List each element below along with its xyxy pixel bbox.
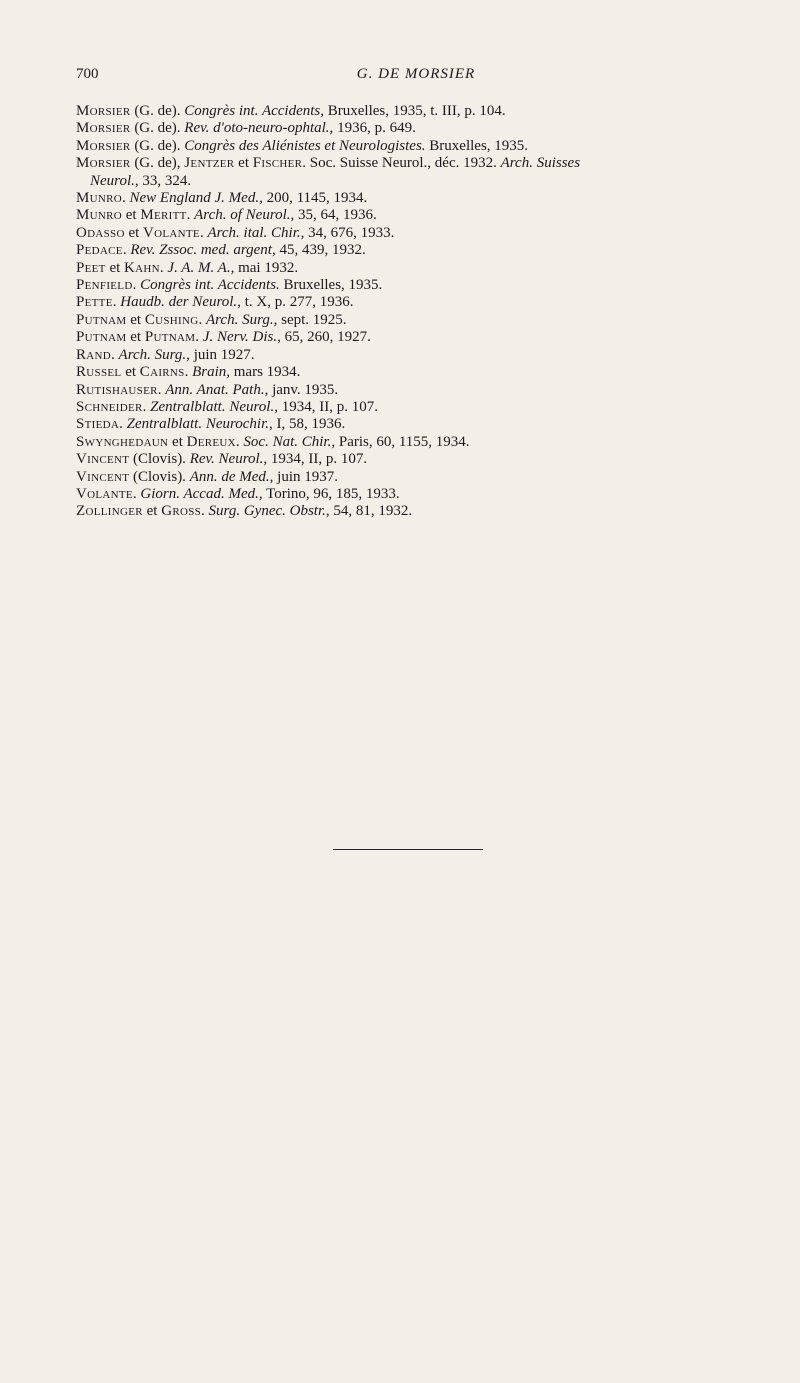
reference-author: Morsier <box>76 120 131 137</box>
reference-text: . <box>184 364 193 381</box>
reference-details: sept. 1925. <box>277 311 347 328</box>
reference-author: Penfield <box>76 277 133 294</box>
reference-details: juin 1927. <box>189 346 255 363</box>
reference-text: (G. de). <box>130 103 185 119</box>
reference-author: Stieda <box>76 416 120 433</box>
reference-details: 65, 260, 1927. <box>280 329 371 346</box>
reference-source: Haudb. der Neurol., <box>120 294 241 311</box>
reference-source: Arch. ital. Chir., <box>207 224 305 241</box>
reference-entry <box>76 242 766 259</box>
reference-author: Kahn <box>124 259 160 276</box>
reference-source: Rev. Neurol., <box>189 451 268 468</box>
reference-details: 45, 439, 1932. <box>275 242 366 259</box>
reference-text: . <box>122 190 130 207</box>
reference-text: et <box>168 433 187 450</box>
reference-source: Congrès des Aliénistes et Neurologistes. <box>184 137 426 154</box>
reference-author: Munro <box>76 190 123 207</box>
reference-author: Jentzer <box>184 155 235 172</box>
reference-entry <box>76 382 766 399</box>
reference-text: et <box>142 503 162 520</box>
reference-entry <box>76 469 766 486</box>
reference-details: 54, 81, 1932. <box>329 503 413 520</box>
reference-details: 34, 676, 1933. <box>304 224 395 241</box>
reference-details: Paris, 60, 1155, 1934. <box>335 433 470 450</box>
reference-entry <box>76 138 766 155</box>
reference-entry <box>76 277 766 294</box>
reference-text: . <box>132 277 141 294</box>
reference-text: (Clovis). <box>129 468 190 485</box>
reference-author: Putnam <box>76 311 127 328</box>
reference-source: Brain, <box>192 364 230 381</box>
reference-source: Rev. d'oto-neuro-ophtal., <box>184 120 334 137</box>
reference-source: Arch. Surg., <box>205 311 278 328</box>
reference-author: Swynghedaun <box>76 433 169 450</box>
reference-text: . <box>235 433 244 450</box>
reference-source: Zentralblatt. Neurochir., <box>126 416 273 433</box>
reference-text: et <box>124 224 144 241</box>
reference-text: et <box>105 259 125 276</box>
reference-author: Volante <box>143 224 200 241</box>
reference-source: J. A. M. A., <box>167 259 235 276</box>
reference-details: Bruxelles, 1935, t. III, p. 104. <box>324 103 506 119</box>
reference-details: 33, 324. <box>138 172 192 189</box>
reference-text: (G. de), <box>130 155 185 172</box>
reference-author: Munro <box>76 207 123 224</box>
reference-source: Giorn. Accad. Med., <box>140 485 263 502</box>
reference-author: Peet <box>76 259 106 276</box>
reference-text: . <box>198 311 206 328</box>
reference-entry <box>76 451 766 468</box>
reference-author: Morsier <box>76 103 131 119</box>
reference-author: Pedace <box>76 242 123 259</box>
reference-author: Morsier <box>76 155 131 172</box>
reference-details: Bruxelles, 1935. <box>425 137 529 154</box>
running-head: G. DE MORSIER <box>356 66 476 82</box>
reference-entry <box>76 155 766 190</box>
reference-source: Neurol., <box>90 172 139 189</box>
reference-details: Bruxelles, 1935. <box>279 277 383 294</box>
reference-author: Vincent <box>76 468 130 485</box>
reference-author: Cairns <box>139 364 185 381</box>
reference-text: et <box>122 207 141 224</box>
reference-text: . <box>112 294 121 311</box>
reference-text: (G. de). <box>130 120 185 137</box>
reference-author: Putnam <box>144 329 196 346</box>
reference-source: Ann. Anat. Path., <box>165 381 269 398</box>
reference-author: Russel <box>76 364 122 381</box>
reference-continuation <box>76 173 766 190</box>
reference-source: Arch. Surg., <box>118 346 190 363</box>
reference-source: J. Nerv. Dis., <box>202 329 281 346</box>
reference-entry <box>76 486 766 503</box>
reference-list <box>76 103 766 521</box>
reference-details: juin 1937. <box>273 468 339 485</box>
reference-details: 35, 64, 1936. <box>294 207 377 224</box>
reference-source: Congrès int. Accidents, <box>184 103 325 119</box>
reference-details: 1934, II, p. 107. <box>277 398 378 415</box>
reference-text: . Soc. Suisse Neurol., déc. 1932. <box>302 155 501 172</box>
reference-text: et <box>126 311 145 328</box>
reference-details: Torino, 96, 185, 1933. <box>262 485 400 502</box>
reference-author: Cushing <box>144 311 199 328</box>
reference-entry <box>76 312 766 329</box>
reference-source: Arch. of Neurol., <box>194 207 295 224</box>
reference-text: . <box>122 242 131 259</box>
reference-text: . <box>119 416 127 433</box>
reference-author: Meritt <box>140 207 187 224</box>
page-header <box>76 66 756 88</box>
reference-author: Gross <box>161 503 202 520</box>
reference-details: mars 1934. <box>230 364 301 381</box>
reference-source: New England J. Med., <box>129 190 263 207</box>
reference-entry <box>76 434 766 451</box>
reference-author: Putnam <box>76 329 127 346</box>
reference-entry <box>76 399 766 416</box>
reference-source: Arch. Suisses <box>500 155 581 172</box>
reference-source: Surg. Gynec. Obstr., <box>208 503 330 520</box>
reference-entry <box>76 347 766 364</box>
reference-author: Dereux <box>186 433 236 450</box>
reference-source: Congrès int. Accidents. <box>140 277 280 294</box>
reference-author: Schneider <box>76 398 143 415</box>
reference-text: . <box>132 485 141 502</box>
reference-text: et <box>121 364 140 381</box>
reference-details: 1936, p. 649. <box>333 120 416 137</box>
reference-entry <box>76 294 766 311</box>
reference-entry <box>76 103 766 120</box>
reference-details: 200, 1145, 1934. <box>262 190 368 207</box>
reference-author: Morsier <box>76 137 131 154</box>
reference-author: Rand <box>76 346 112 363</box>
reference-text: . <box>201 503 209 520</box>
reference-source: Soc. Nat. Chir., <box>243 433 336 450</box>
reference-source: Zentralblatt. Neurol., <box>150 398 278 415</box>
reference-author: Pette <box>76 294 113 311</box>
reference-text: . <box>142 398 151 415</box>
reference-text: . <box>111 346 119 363</box>
reference-entry <box>76 260 766 277</box>
section-divider <box>333 849 483 850</box>
reference-details: I, 58, 1936. <box>272 416 346 433</box>
reference-details: mai 1932. <box>234 259 299 276</box>
reference-entry <box>76 503 766 520</box>
reference-text: . <box>199 224 208 241</box>
reference-source: Ann. de Med., <box>189 468 274 485</box>
reference-text: (Clovis). <box>129 451 190 468</box>
reference-details: janv. 1935. <box>268 381 339 398</box>
reference-source: Rev. Zssoc. med. argent, <box>130 242 276 259</box>
reference-entry <box>76 207 766 224</box>
reference-details: 1934, II, p. 107. <box>267 451 368 468</box>
page-number: 700 <box>76 66 99 82</box>
reference-entry <box>76 190 766 207</box>
reference-author: Rutishauser <box>76 381 158 398</box>
reference-entry <box>76 225 766 242</box>
reference-text: (G. de). <box>130 137 185 154</box>
reference-entry <box>76 120 766 137</box>
reference-text: . <box>186 207 195 224</box>
reference-text: et <box>126 329 145 346</box>
reference-text: . <box>157 381 166 398</box>
reference-author: Fischer <box>252 155 303 172</box>
reference-author: Zollinger <box>76 503 143 520</box>
reference-entry <box>76 329 766 346</box>
reference-details: t. X, p. 277, 1936. <box>240 294 354 311</box>
reference-text: . <box>195 329 203 346</box>
reference-author: Odasso <box>76 224 125 241</box>
reference-text: et <box>234 155 253 172</box>
reference-text: . <box>159 259 168 276</box>
reference-author: Volante <box>76 485 133 502</box>
reference-entry <box>76 364 766 381</box>
reference-author: Vincent <box>76 451 130 468</box>
reference-entry <box>76 416 766 433</box>
